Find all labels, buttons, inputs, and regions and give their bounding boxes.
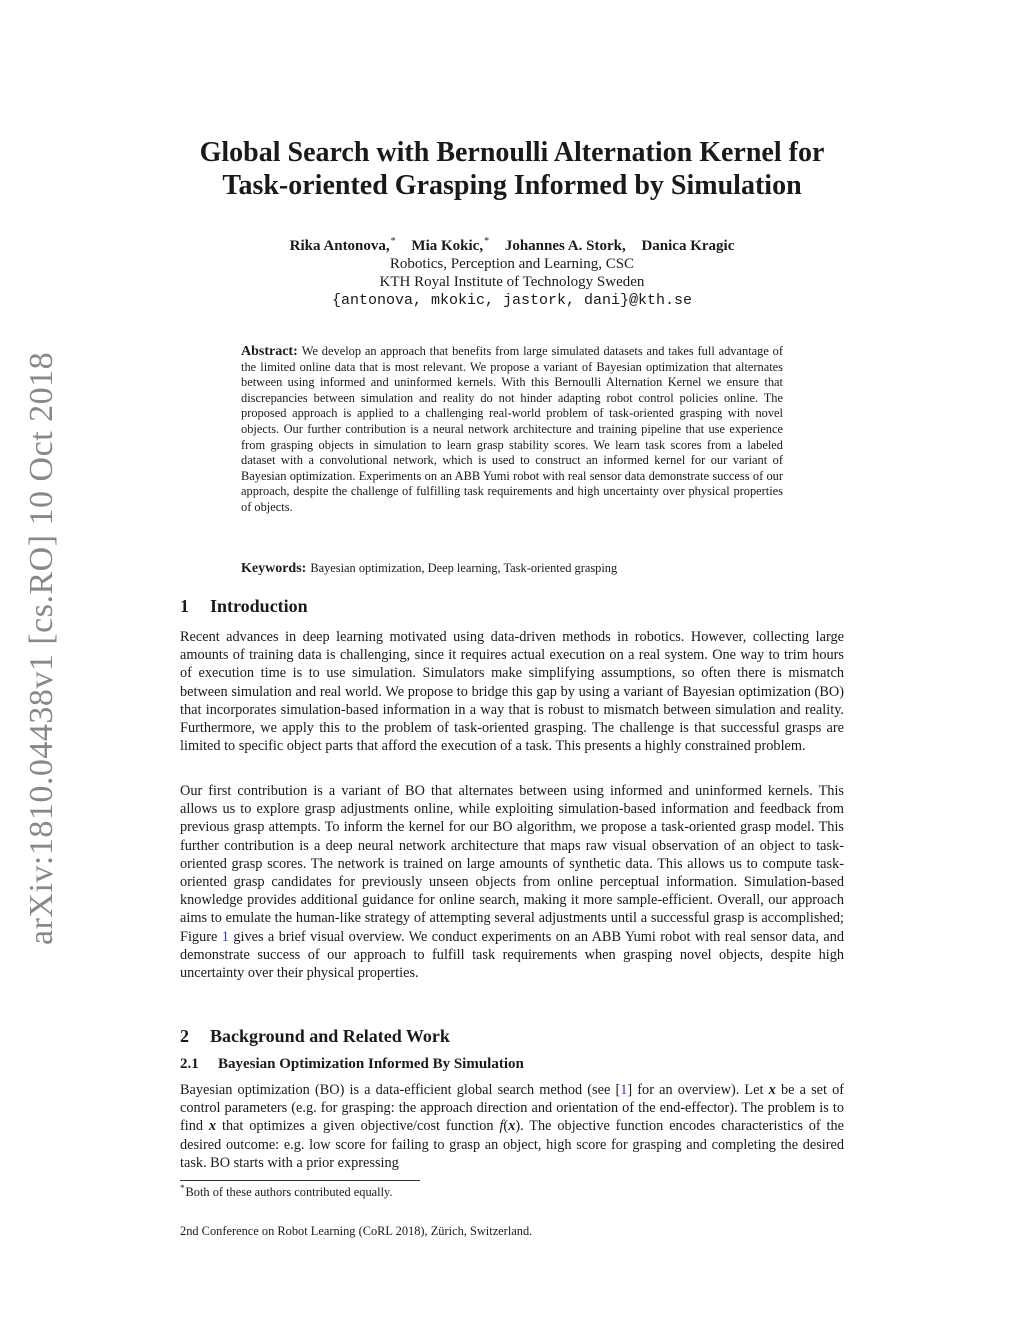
abstract-text: We develop an approach that benefits from large simulated datasets and takes full advantage of the limited online data that is most relevant. We propose a variant of Bayesian optimization that alternates between using informed and uninformed kernels. With this Bernoulli Alternation Kernel we ensure that discrepancies between simulation and reality do not hinder adapting robot control policies online. The proposed approach is applied to a challenging real-world problem of task-oriented grasping with novel objects. Our further contribution is a neural network architecture and training pipeline that use experience from grasping objects in simulation to learn grasp stability scores. We learn task scores from a labeled dataset with a convolutional network, which is used to construct an informed kernel for our variant of Bayesian optimization. Experiments on an ABB Yumi robot with real sensor data demonstrate success of our approach, despite the challenge of fulfilling task requirements and high uncertainty over physical properties of objects. [241, 344, 783, 514]
author: Mia Kokic,* [411, 236, 490, 254]
paper-title [150, 136, 874, 202]
abstract [241, 344, 783, 516]
author: Rika Antonova,* [289, 236, 396, 254]
affiliation-line-2: KTH Royal Institute of Technology Sweden [379, 274, 645, 290]
author-list [180, 236, 844, 255]
intro-paragraph-2: Our first contribution is a variant of BO that alternates between using informed and uninformed kernels. This allows us to explore grasp adjustments online, while exploiting simulation-based information and feedback from previous grasp attempts. To inform the kernel for our BO algorithm, we propose a task-oriented grasp model. This further contribution is a deep neural network architecture that maps raw visual observation of an object to task-oriented grasp scores. The network is trained on large amounts of synthetic data. This allows us to compute task-oriented grasp candidates for previously unseen objects from online perceptual information. Simulation-based knowledge provides additional guidance for online search, making it more sample-efficient. Overall, our approach aims to emulate the human-like strategy of attempting several adjustments until a successful grasp is accomplished; Figure 1 gives a brief visual overview. We conduct experiments on an ABB Yumi robot with real sensor data, and demonstrate success of our approach to fulfill task requirements when grasping novel objects, despite high uncertainty over their physical properties. [180, 783, 844, 982]
keywords [241, 561, 783, 577]
background-paragraph: Bayesian optimization (BO) is a data-efficient global search method (see [1] for an overview). Let x be a set of control parameters (e.g. for grasping: the approach direction and orientation of the end-effector). The problem is to find x that optimizes a given objective/cost function f(x). The objective function encodes characteristics of the desired outcome: e.g. low score for failing to grasp an object, high score for grasping and completing the desired task. BO starts with a prior expressing [180, 1082, 845, 1171]
abstract-label: Abstract: [241, 344, 298, 359]
footnote: *Both of these authors contributed equally. [180, 1183, 393, 1200]
author-emails: {antonova, mkokic, jastork, dani}@kth.se [331, 292, 693, 309]
affiliation-line-1: Robotics, Perception and Learning, CSC [389, 256, 635, 272]
subsection-heading-bo-simulation: 2.1 Bayesian Optimization Informed By Simulation [180, 1056, 524, 1072]
math-x: x [208, 1118, 217, 1135]
author: Danica Kragic [641, 238, 735, 254]
keywords-text: Bayesian optimization, Deep learning, Task-oriented grasping [310, 561, 618, 575]
title-line-2: Task-oriented Grasping Informed by Simulation [222, 170, 802, 201]
conference-venue: 2nd Conference on Robot Learning (CoRL 2018), Zürich, Switzerland. [180, 1224, 533, 1238]
intro-paragraph-1: Recent advances in deep learning motivated using data-driven methods in robotics. However, collecting large amounts of training data is challenging, since it requires actual execution on a real system. One way to trim hours of execution time is to use simulation. Simulators make simplifying assumptions, so often there is mismatch between simulation and real world. We propose to bridge this gap by using a variant of Bayesian optimization (BO) that incorporates simulation-based information in a way that is robust to mismatch between simulation and reality. Furthermore, we apply this to the problem of task-oriented grasping. The challenge is that successful grasps are limited to specific object parts that afford the execution of a task. This presents a highly constrained problem. [180, 629, 844, 755]
title-line-1: Global Search with Bernoulli Alternation Kernel for [199, 137, 825, 168]
math-x: x [508, 1118, 516, 1135]
section-heading-background: 2 Background and Related Work [180, 1026, 450, 1046]
keywords-label: Keywords: [241, 561, 307, 576]
author: Johannes A. Stork, [504, 238, 626, 254]
math-x: x [768, 1082, 776, 1098]
footnote-rule [180, 1180, 420, 1181]
section-heading-introduction: 1 Introduction [180, 596, 308, 616]
figure-1-link[interactable]: 1 [221, 928, 229, 945]
arxiv-stamp: arXiv:1810.04438v1 [cs.RO] 10 Oct 2018 [23, 351, 60, 945]
math-f: f [499, 1118, 504, 1135]
citation-1-link[interactable]: 1 [620, 1082, 628, 1098]
